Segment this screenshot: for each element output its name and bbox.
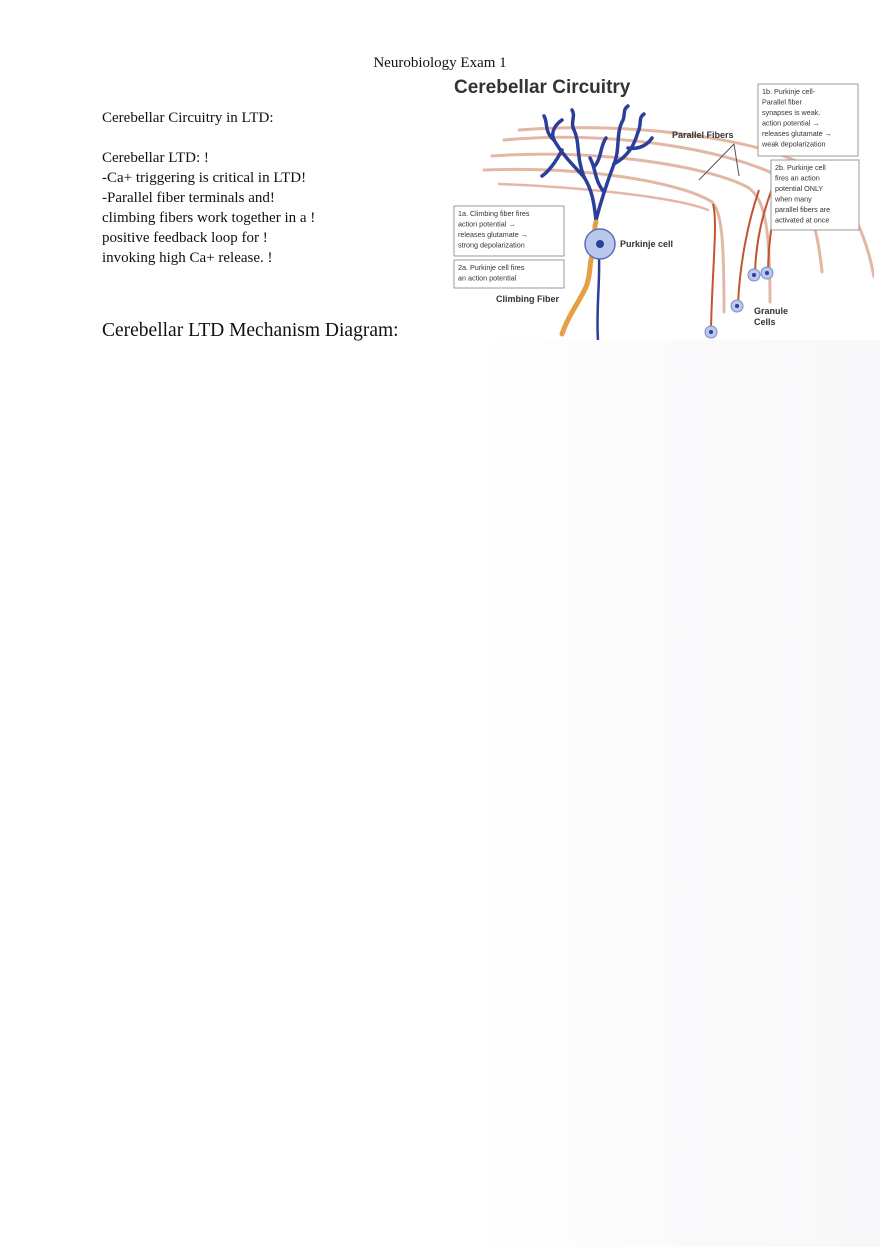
purkinje-nucleus [596, 240, 604, 248]
purkinje-label: Purkinje cell [620, 239, 674, 249]
annotation-1b-text: 1b. Purkinje cell- Parallel fiber synapses is weak. action potential → releases glutamate → weak depolarization [762, 87, 832, 149]
page-header: Neurobiology Exam 1 [373, 55, 507, 71]
annotation-2b-text: 2b. Purkinje cell fires an action potential ONLY when many parallel fibers are activated at once [775, 163, 831, 225]
annotation-2a-text: 2a. Purkinje cell fires an action potential [458, 263, 525, 283]
notes-line: climbing fibers work together in a ! [102, 210, 316, 226]
granule-axon [711, 204, 715, 330]
granule-cell [752, 273, 756, 277]
notes-line: -Ca+ triggering is critical in LTD! [102, 170, 307, 186]
diagram-caption: Cerebellar LTD Mechanism Diagram: [102, 320, 399, 341]
granule-cell [709, 330, 713, 334]
notes-heading: Cerebellar Circuitry in LTD: [102, 110, 274, 126]
notes-line: invoking high Ca+ release. ! [102, 250, 273, 266]
figure-title: Cerebellar Circuitry [454, 77, 631, 98]
parallel-fibers-label: Parallel Fibers [672, 130, 734, 140]
granule-cell [765, 271, 769, 275]
figure-background [476, 340, 880, 1247]
notes-line: positive feedback loop for ! [102, 230, 268, 246]
granule-axon [738, 190, 759, 304]
notes-line: Cerebellar LTD: ! [102, 150, 209, 166]
purkinje-axon [597, 258, 599, 340]
purkinje-dendrites [542, 106, 652, 220]
granule-cell [735, 304, 739, 308]
granule-label: Granule Cells [754, 306, 789, 327]
annotation-1a-text: 1a. Climbing fiber fires action potential → releases glutamate → strong depolarization [458, 209, 530, 250]
climbing-fiber-label: Climbing Fiber [496, 294, 559, 304]
cerebellar-circuitry-figure [444, 72, 874, 344]
notes-block [102, 108, 315, 268]
notes-line: -Parallel fiber terminals and! [102, 190, 275, 206]
